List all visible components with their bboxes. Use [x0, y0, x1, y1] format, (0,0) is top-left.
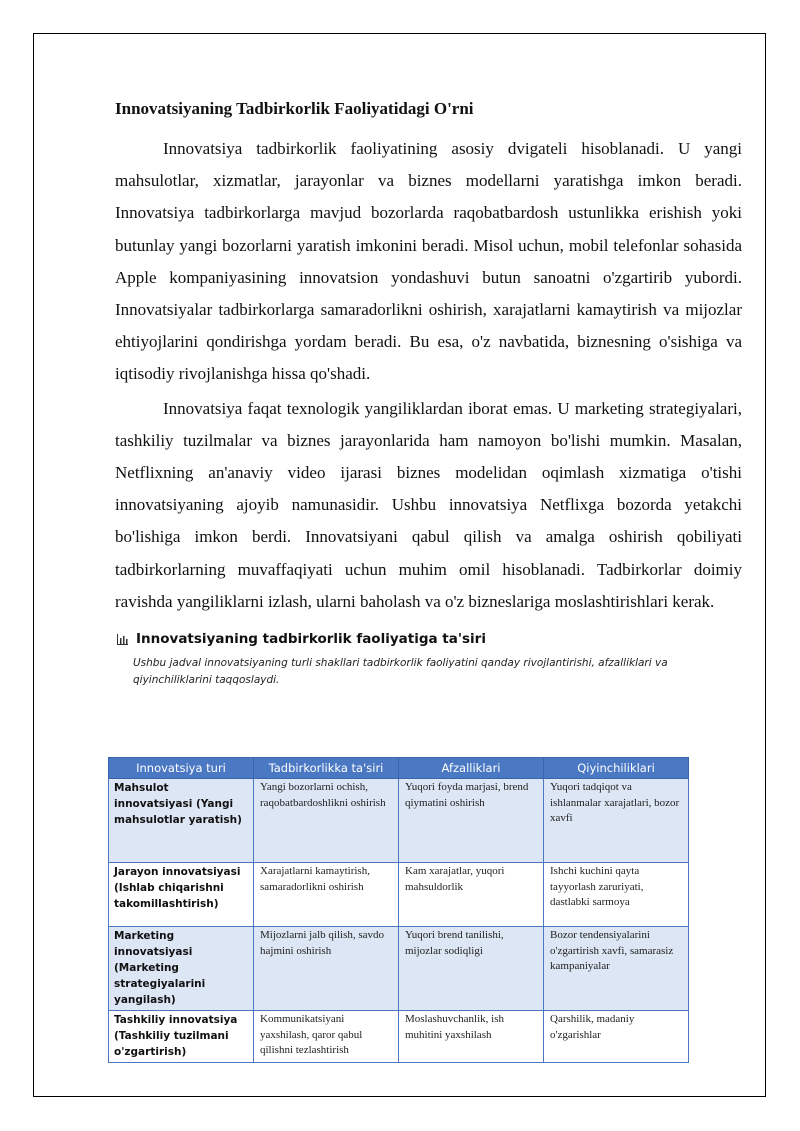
- paragraph-2: Innovatsiya faqat texnologik yangiliklardan iborat emas. U marketing strategiyalari, tashkiliy tuzilmalar va biznes jarayonlarida ham namoyon bo'lishi mumkin. Masalan, Netflixning an'anaviy video ijarasi biznes modelidan oqimlash xizmatiga o'tishi innovatsiyaning ajoyib namunasidir. Ushbu innovatsiya Netflixga bozorda yetakchi bo'lishiga imkon berdi. Innovatsiyani qabul qilish va amalga oshirish qobiliyati tadbirkorlarning muvaffaqiyati uchun muhim omil hisoblanadi. Tadbirkorlar doimiy ravishda yangiliklarni izlash, ularni baholash va o'z bizneslariga moslashtirishlari kerak.: [115, 398, 742, 611]
- table-row: [109, 779, 689, 863]
- table-cell: Jarayon innovatsiyasi (Ishlab chiqarishni takomillashtirish): [109, 863, 254, 927]
- table-cell: Marketing innovatsiyasi (Marketing strategiyalarini yangilash): [109, 927, 254, 1011]
- document-heading: Innovatsiyaning Tadbirkorlik Faoliyatidagi O'rni: [115, 99, 474, 118]
- table-cell: Qarshilik, madaniy o'zgarishlar: [544, 1011, 689, 1063]
- column-header: Innovatsiya turi: [109, 758, 254, 779]
- table-cell: Yangi bozorlarni ochish, raqobatbardoshlikni oshirish: [254, 779, 399, 863]
- table-header-row: [109, 758, 689, 779]
- table-cell: Mijozlarni jalb qilish, savdo hajmini oshirish: [254, 927, 399, 1011]
- table-cell: Mahsulot innovatsiyasi (Yangi mahsulotlar yaratish): [109, 779, 254, 863]
- table-row: [109, 927, 689, 1011]
- table-cell: Ishchi kuchini qayta tayyorlash zaruriyati, dastlabki sarmoya: [544, 863, 689, 927]
- table-cell: Yuqori tadqiqot va ishlanmalar xarajatlari, bozor xavfi: [544, 779, 689, 863]
- table-cell: Xarajatlarni kamaytirish, samaradorlikni oshirish: [254, 863, 399, 927]
- table-title: [117, 631, 742, 647]
- table-cell: Yuqori foyda marjasi, brend qiymatini oshirish: [399, 779, 544, 863]
- table-cell: Moslashuvchanlik, ish muhitini yaxshilash: [399, 1011, 544, 1063]
- table-cell: Kam xarajatlar, yuqori mahsuldorlik: [399, 863, 544, 927]
- table-title-text: Innovatsiyaning tadbirkorlik faoliyatiga ta'siri: [136, 631, 486, 648]
- paragraph-1: Innovatsiya tadbirkorlik faoliyatining asosiy dvigateli hisoblanadi. U yangi mahsulotlar, xizmatlar, jarayonlar va biznes modellarni yaratishga imkon beradi. Innovatsiya tadbirkorlarga mavjud bozorlarda raqobatbardosh ustunlikka erishish yoki butunlay yangi bozorlarni yaratish imkonini beradi. Misol uchun, mobil telefonlar sohasida Apple kompaniyasining innovatsion yondashuvi butun sanoatni o'zgartirib yubordi. Innovatsiyalar tadbirkorlarga samaradorlikni oshirish, xarajatlarni kamaytirish va mijozlar ehtiyojlarini qondirishga yordam beradi. Bu esa, o'z navbatida, biznesning o'sishiga va iqtisodiy rivojlanishga hissa qo'shadi.: [115, 139, 742, 384]
- table-row: [109, 863, 689, 927]
- comparison-table: [108, 757, 689, 1063]
- column-header: Afzalliklari: [399, 758, 544, 779]
- column-header: Qiyinchiliklari: [544, 758, 689, 779]
- table-cell: Kommunikatsiyani yaxshilash, qaror qabul qilishni tezlashtirish: [254, 1011, 399, 1063]
- table-row: [109, 1011, 689, 1063]
- bar-chart-icon: [117, 634, 128, 645]
- column-header: Tadbirkorlikka ta'siri: [254, 758, 399, 779]
- document-body: [115, 98, 742, 689]
- table-cell: Bozor tendensiyalarini o'zgartirish xavfi, samarasiz kampaniyalar: [544, 927, 689, 1011]
- table-cell: Tashkiliy innovatsiya (Tashkiliy tuzilmani o'zgartirish): [109, 1011, 254, 1063]
- table-cell: Yuqori brend tanilishi, mijozlar sodiqligi: [399, 927, 544, 1011]
- table-caption: Ushbu jadval innovatsiyaning turli shakllari tadbirkorlik faoliyatini qanday rivojlantirishi, afzalliklari va qiyinchiliklarini taqqoslaydi.: [133, 657, 668, 687]
